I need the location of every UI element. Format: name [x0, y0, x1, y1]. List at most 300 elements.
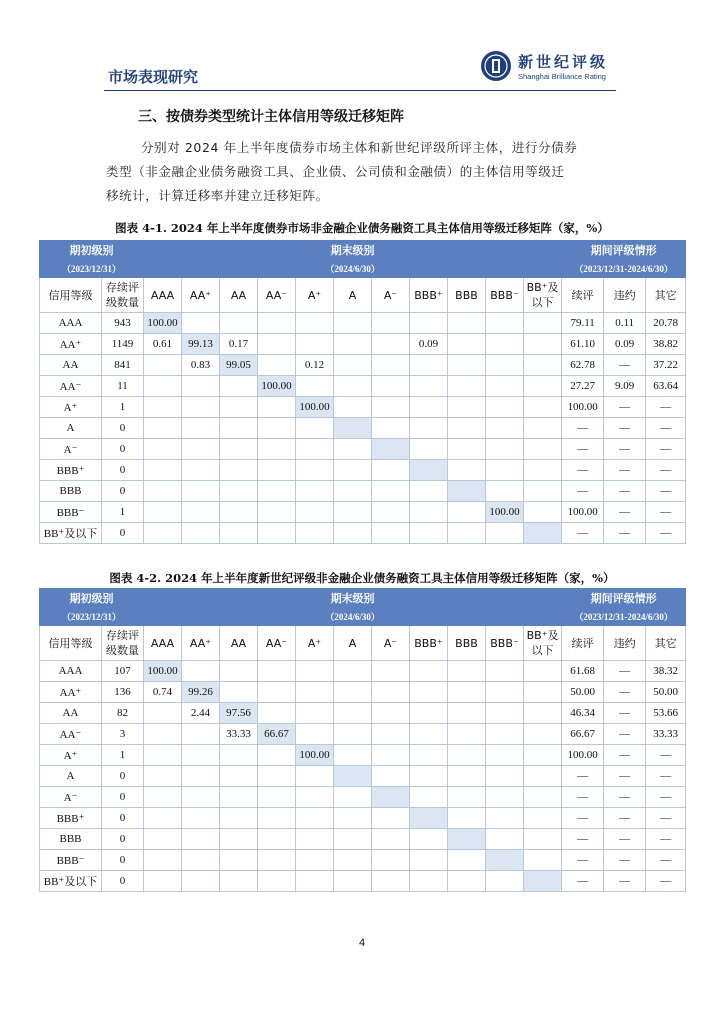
column-header: 信用等级 — [40, 278, 102, 313]
matrix-cell — [220, 871, 258, 892]
matrix-cell — [220, 481, 258, 502]
matrix-cell — [372, 661, 410, 682]
matrix-cell: 100.00 — [562, 397, 604, 418]
matrix-cell — [182, 502, 220, 523]
matrix-cell — [486, 460, 524, 481]
matrix-cell: — — [604, 766, 646, 787]
matrix-cell: 97.56 — [220, 703, 258, 724]
column-header: BB⁺及以下 — [524, 626, 562, 661]
matrix-cell — [410, 766, 448, 787]
header-group-label: 期间评级情形 — [562, 589, 686, 608]
matrix-cell: — — [604, 850, 646, 871]
matrix-cell — [258, 334, 296, 355]
row-rating-label: A — [40, 418, 102, 439]
matrix-cell — [220, 808, 258, 829]
header-group-label: 期间评级情形 — [562, 241, 686, 260]
matrix-cell — [258, 661, 296, 682]
page-number: 4 — [358, 937, 366, 949]
column-header: AA⁻ — [258, 278, 296, 313]
row-count-cell: 11 — [102, 376, 144, 397]
table-row — [40, 334, 686, 355]
table-row — [40, 397, 686, 418]
matrix-cell — [296, 787, 334, 808]
matrix-cell — [410, 418, 448, 439]
matrix-cell — [296, 502, 334, 523]
matrix-cell: 100.00 — [562, 745, 604, 766]
row-rating-label: AAA — [40, 661, 102, 682]
matrix-cell — [524, 745, 562, 766]
matrix-cell — [372, 376, 410, 397]
matrix-cell — [372, 787, 410, 808]
migration-matrix-market — [39, 240, 686, 544]
matrix-cell — [524, 397, 562, 418]
matrix-cell — [372, 313, 410, 334]
header-date-range: （2024/6/30） — [144, 260, 562, 278]
matrix-cell — [524, 808, 562, 829]
column-header: 存续评级数量 — [102, 278, 144, 313]
row-rating-label: BBB — [40, 829, 102, 850]
matrix-cell — [296, 418, 334, 439]
matrix-cell — [144, 481, 182, 502]
matrix-cell — [144, 829, 182, 850]
matrix-cell: — — [604, 787, 646, 808]
matrix-cell: — — [646, 850, 686, 871]
matrix-cell — [486, 766, 524, 787]
header-date-range: （2023/12/31-2024/6/30） — [562, 608, 686, 626]
matrix-cell — [334, 682, 372, 703]
matrix-cell — [334, 850, 372, 871]
matrix-cell — [334, 418, 372, 439]
matrix-cell — [524, 766, 562, 787]
matrix-cell — [296, 661, 334, 682]
matrix-cell: — — [604, 871, 646, 892]
table-caption: 图表 4-1. 2024 年上半年度债券市场非金融企业债务融资工具主体信用等级迁移矩阵（家，%） — [115, 221, 609, 235]
matrix-cell: 33.33 — [646, 724, 686, 745]
matrix-cell — [410, 850, 448, 871]
matrix-cell: 0.09 — [410, 334, 448, 355]
matrix-cell — [258, 355, 296, 376]
matrix-cell — [182, 808, 220, 829]
matrix-cell — [144, 439, 182, 460]
matrix-cell — [372, 334, 410, 355]
matrix-cell: — — [604, 661, 646, 682]
matrix-cell — [524, 724, 562, 745]
matrix-cell: — — [646, 766, 686, 787]
matrix-cell: — — [604, 439, 646, 460]
matrix-cell — [144, 502, 182, 523]
matrix-cell — [448, 682, 486, 703]
matrix-cell — [486, 334, 524, 355]
matrix-cell: 9.09 — [604, 376, 646, 397]
matrix-cell — [410, 724, 448, 745]
row-rating-label: AA — [40, 355, 102, 376]
matrix-cell — [372, 850, 410, 871]
matrix-cell: 27.27 — [562, 376, 604, 397]
matrix-cell — [410, 523, 448, 544]
intro-paragraph — [106, 136, 618, 208]
matrix-cell — [372, 682, 410, 703]
matrix-cell — [220, 460, 258, 481]
matrix-cell — [296, 829, 334, 850]
column-header: A⁻ — [372, 626, 410, 661]
row-rating-label: A⁺ — [40, 745, 102, 766]
matrix-cell — [258, 703, 296, 724]
row-rating-label: BB⁺及以下 — [40, 871, 102, 892]
header-group-label: 期初级别 — [40, 589, 144, 608]
matrix-cell: 0.11 — [604, 313, 646, 334]
matrix-cell — [372, 439, 410, 460]
matrix-cell: — — [604, 829, 646, 850]
matrix-cell — [524, 829, 562, 850]
matrix-cell — [486, 787, 524, 808]
matrix-cell — [372, 829, 410, 850]
row-count-cell: 1 — [102, 397, 144, 418]
matrix-cell: 33.33 — [220, 724, 258, 745]
matrix-cell — [448, 523, 486, 544]
row-count-cell: 82 — [102, 703, 144, 724]
column-header: A — [334, 626, 372, 661]
column-header: BB⁺及以下 — [524, 278, 562, 313]
matrix-cell — [448, 502, 486, 523]
header-date-range: （2023/12/31） — [40, 608, 144, 626]
matrix-cell — [524, 334, 562, 355]
matrix-cell — [144, 850, 182, 871]
column-header: AAA — [144, 626, 182, 661]
matrix-cell — [220, 850, 258, 871]
table-row — [40, 460, 686, 481]
matrix-cell — [448, 787, 486, 808]
matrix-cell: — — [604, 703, 646, 724]
row-count-cell: 1 — [102, 745, 144, 766]
matrix-cell — [296, 682, 334, 703]
matrix-cell — [448, 829, 486, 850]
column-header: BBB⁻ — [486, 626, 524, 661]
matrix-cell — [334, 766, 372, 787]
matrix-cell — [486, 850, 524, 871]
matrix-cell — [486, 418, 524, 439]
matrix-cell — [182, 787, 220, 808]
column-header: 其它 — [646, 626, 686, 661]
row-rating-label: AAA — [40, 313, 102, 334]
matrix-cell — [220, 313, 258, 334]
matrix-cell — [334, 523, 372, 544]
matrix-cell — [258, 439, 296, 460]
matrix-cell — [448, 439, 486, 460]
matrix-cell — [410, 787, 448, 808]
matrix-cell: 50.00 — [562, 682, 604, 703]
matrix-cell: — — [646, 502, 686, 523]
table-row — [40, 808, 686, 829]
matrix-cell — [334, 703, 372, 724]
matrix-cell: — — [646, 871, 686, 892]
matrix-cell — [182, 439, 220, 460]
matrix-cell: 53.66 — [646, 703, 686, 724]
column-header: BBB⁺ — [410, 278, 448, 313]
matrix-cell — [258, 745, 296, 766]
matrix-cell — [524, 481, 562, 502]
matrix-cell — [524, 787, 562, 808]
table-row — [40, 418, 686, 439]
matrix-cell — [220, 376, 258, 397]
matrix-cell — [448, 745, 486, 766]
matrix-cell — [486, 745, 524, 766]
matrix-cell — [182, 523, 220, 544]
matrix-cell: — — [604, 523, 646, 544]
matrix-cell: — — [562, 871, 604, 892]
column-header: 续评 — [562, 626, 604, 661]
matrix-cell — [296, 871, 334, 892]
column-header: BBB⁻ — [486, 278, 524, 313]
matrix-cell — [372, 703, 410, 724]
matrix-cell — [258, 523, 296, 544]
matrix-cell — [182, 766, 220, 787]
row-rating-label: BBB⁻ — [40, 502, 102, 523]
paragraph-line: 类型（非金融企业债务融资工具、企业债、公司债和金融债）的主体信用等级迁 — [106, 164, 565, 179]
matrix-cell — [486, 871, 524, 892]
matrix-cell: 100.00 — [486, 502, 524, 523]
matrix-cell: 38.32 — [646, 661, 686, 682]
matrix-cell — [372, 871, 410, 892]
row-count-cell: 841 — [102, 355, 144, 376]
row-count-cell: 0 — [102, 808, 144, 829]
matrix-cell — [524, 376, 562, 397]
matrix-cell: — — [604, 418, 646, 439]
matrix-cell: 20.78 — [646, 313, 686, 334]
matrix-cell — [448, 460, 486, 481]
matrix-cell — [220, 502, 258, 523]
migration-matrix-brilliance — [39, 588, 686, 892]
column-header: AA⁺ — [182, 278, 220, 313]
matrix-cell: 66.67 — [258, 724, 296, 745]
matrix-cell — [410, 313, 448, 334]
header-group-label: 期末级别 — [144, 589, 562, 608]
matrix-cell: 100.00 — [144, 313, 182, 334]
matrix-cell: — — [562, 439, 604, 460]
table-row — [40, 766, 686, 787]
row-rating-label: BBB⁺ — [40, 808, 102, 829]
matrix-cell — [372, 808, 410, 829]
column-header: AAA — [144, 278, 182, 313]
row-count-cell: 0 — [102, 523, 144, 544]
matrix-cell — [486, 376, 524, 397]
matrix-cell — [144, 787, 182, 808]
table-row — [40, 523, 686, 544]
header-group-label: 期初级别 — [40, 241, 144, 260]
row-count-cell: 0 — [102, 460, 144, 481]
matrix-cell — [448, 481, 486, 502]
table-caption: 图表 4-2. 2024 年上半年度新世纪评级非金融企业债务融资工具主体信用等级迁移矩阵（家，%） — [109, 571, 615, 585]
matrix-cell — [258, 481, 296, 502]
matrix-cell — [182, 313, 220, 334]
matrix-cell — [334, 808, 372, 829]
column-header: AA — [220, 278, 258, 313]
matrix-cell: — — [646, 481, 686, 502]
matrix-cell — [524, 682, 562, 703]
matrix-cell: 50.00 — [646, 682, 686, 703]
matrix-cell — [448, 334, 486, 355]
matrix-cell — [372, 418, 410, 439]
column-header: 其它 — [646, 278, 686, 313]
matrix-cell — [258, 682, 296, 703]
matrix-cell — [296, 460, 334, 481]
matrix-cell — [486, 703, 524, 724]
column-header: AA⁺ — [182, 626, 220, 661]
row-rating-label: BBB⁺ — [40, 460, 102, 481]
matrix-cell — [448, 703, 486, 724]
matrix-cell — [220, 787, 258, 808]
matrix-cell: 0.74 — [144, 682, 182, 703]
logo — [480, 50, 608, 82]
matrix-cell — [334, 439, 372, 460]
matrix-cell — [258, 850, 296, 871]
matrix-cell: — — [646, 787, 686, 808]
matrix-cell: 37.22 — [646, 355, 686, 376]
matrix-cell — [144, 397, 182, 418]
matrix-cell — [258, 829, 296, 850]
matrix-cell — [486, 523, 524, 544]
row-rating-label: AA⁺ — [40, 682, 102, 703]
matrix-cell — [448, 397, 486, 418]
column-header: BBB⁺ — [410, 626, 448, 661]
matrix-cell — [448, 871, 486, 892]
row-count-cell: 0 — [102, 418, 144, 439]
row-rating-label: BB⁺及以下 — [40, 523, 102, 544]
matrix-cell — [448, 313, 486, 334]
logo-emblem-icon — [480, 50, 512, 82]
matrix-cell — [448, 850, 486, 871]
row-count-cell: 0 — [102, 439, 144, 460]
table-row — [40, 682, 686, 703]
matrix-cell: 0.61 — [144, 334, 182, 355]
column-header: 续评 — [562, 278, 604, 313]
matrix-cell — [220, 661, 258, 682]
matrix-cell — [220, 523, 258, 544]
paragraph-line: 分别对 2024 年上半年度债券市场主体和新世纪评级所评主体，进行分债券 — [141, 140, 578, 155]
matrix-cell — [182, 661, 220, 682]
matrix-cell — [410, 502, 448, 523]
matrix-cell — [296, 808, 334, 829]
row-rating-label: A⁻ — [40, 787, 102, 808]
matrix-cell — [144, 460, 182, 481]
matrix-cell — [334, 502, 372, 523]
row-count-cell: 3 — [102, 724, 144, 745]
matrix-cell: 0.17 — [220, 334, 258, 355]
column-header: 存续评级数量 — [102, 626, 144, 661]
matrix-cell — [448, 661, 486, 682]
matrix-cell — [144, 766, 182, 787]
table-row — [40, 703, 686, 724]
table-row — [40, 376, 686, 397]
matrix-cell: — — [562, 829, 604, 850]
matrix-cell — [410, 661, 448, 682]
row-rating-label: BBB⁻ — [40, 850, 102, 871]
row-rating-label: A⁻ — [40, 439, 102, 460]
matrix-cell: 99.26 — [182, 682, 220, 703]
matrix-cell — [144, 724, 182, 745]
logo-chinese-name: 新世纪评级 — [518, 53, 609, 71]
matrix-cell — [182, 850, 220, 871]
table-row — [40, 439, 686, 460]
matrix-cell — [220, 418, 258, 439]
matrix-cell — [296, 376, 334, 397]
matrix-cell — [296, 724, 334, 745]
matrix-cell — [486, 397, 524, 418]
matrix-cell — [296, 439, 334, 460]
matrix-cell — [410, 682, 448, 703]
matrix-cell: — — [562, 523, 604, 544]
column-header: AA⁻ — [258, 626, 296, 661]
table-row — [40, 481, 686, 502]
row-count-cell: 943 — [102, 313, 144, 334]
header-group-label: 期末级别 — [144, 241, 562, 260]
matrix-cell — [334, 829, 372, 850]
matrix-cell — [448, 766, 486, 787]
matrix-cell: — — [604, 355, 646, 376]
column-header: A⁺ — [296, 626, 334, 661]
row-rating-label: AA⁻ — [40, 724, 102, 745]
matrix-cell — [296, 523, 334, 544]
matrix-cell — [524, 313, 562, 334]
matrix-cell — [486, 829, 524, 850]
matrix-cell — [182, 460, 220, 481]
matrix-cell: 100.00 — [258, 376, 296, 397]
matrix-cell — [524, 850, 562, 871]
table-row — [40, 724, 686, 745]
matrix-cell: 62.78 — [562, 355, 604, 376]
matrix-cell — [410, 745, 448, 766]
matrix-cell — [296, 766, 334, 787]
matrix-cell — [372, 502, 410, 523]
matrix-cell — [258, 808, 296, 829]
section-heading: 三、按债券类型统计主体信用等级迁移矩阵 — [138, 109, 404, 125]
row-count-cell: 136 — [102, 682, 144, 703]
matrix-cell: 2.44 — [182, 703, 220, 724]
header-date-range: （2024/6/30） — [144, 608, 562, 626]
header-title: 市场表现研究 — [108, 68, 199, 86]
matrix-cell: 100.00 — [562, 502, 604, 523]
column-header: BBB — [448, 278, 486, 313]
matrix-cell: 38.82 — [646, 334, 686, 355]
matrix-cell — [182, 829, 220, 850]
table-row — [40, 850, 686, 871]
matrix-cell — [144, 355, 182, 376]
matrix-cell — [372, 745, 410, 766]
matrix-cell — [486, 355, 524, 376]
matrix-cell — [144, 523, 182, 544]
matrix-cell — [296, 481, 334, 502]
row-count-cell: 0 — [102, 850, 144, 871]
matrix-cell — [144, 808, 182, 829]
matrix-cell: — — [604, 808, 646, 829]
row-count-cell: 0 — [102, 871, 144, 892]
matrix-cell — [410, 808, 448, 829]
matrix-cell — [448, 808, 486, 829]
matrix-cell — [182, 481, 220, 502]
table-row — [40, 661, 686, 682]
matrix-cell — [258, 766, 296, 787]
matrix-cell: 0.12 — [296, 355, 334, 376]
matrix-cell — [182, 745, 220, 766]
matrix-cell: 0.83 — [182, 355, 220, 376]
matrix-cell: — — [562, 766, 604, 787]
matrix-cell — [144, 376, 182, 397]
matrix-cell — [372, 460, 410, 481]
matrix-cell: 61.10 — [562, 334, 604, 355]
matrix-cell — [144, 418, 182, 439]
matrix-cell: — — [646, 460, 686, 481]
matrix-cell — [486, 439, 524, 460]
matrix-cell — [334, 397, 372, 418]
